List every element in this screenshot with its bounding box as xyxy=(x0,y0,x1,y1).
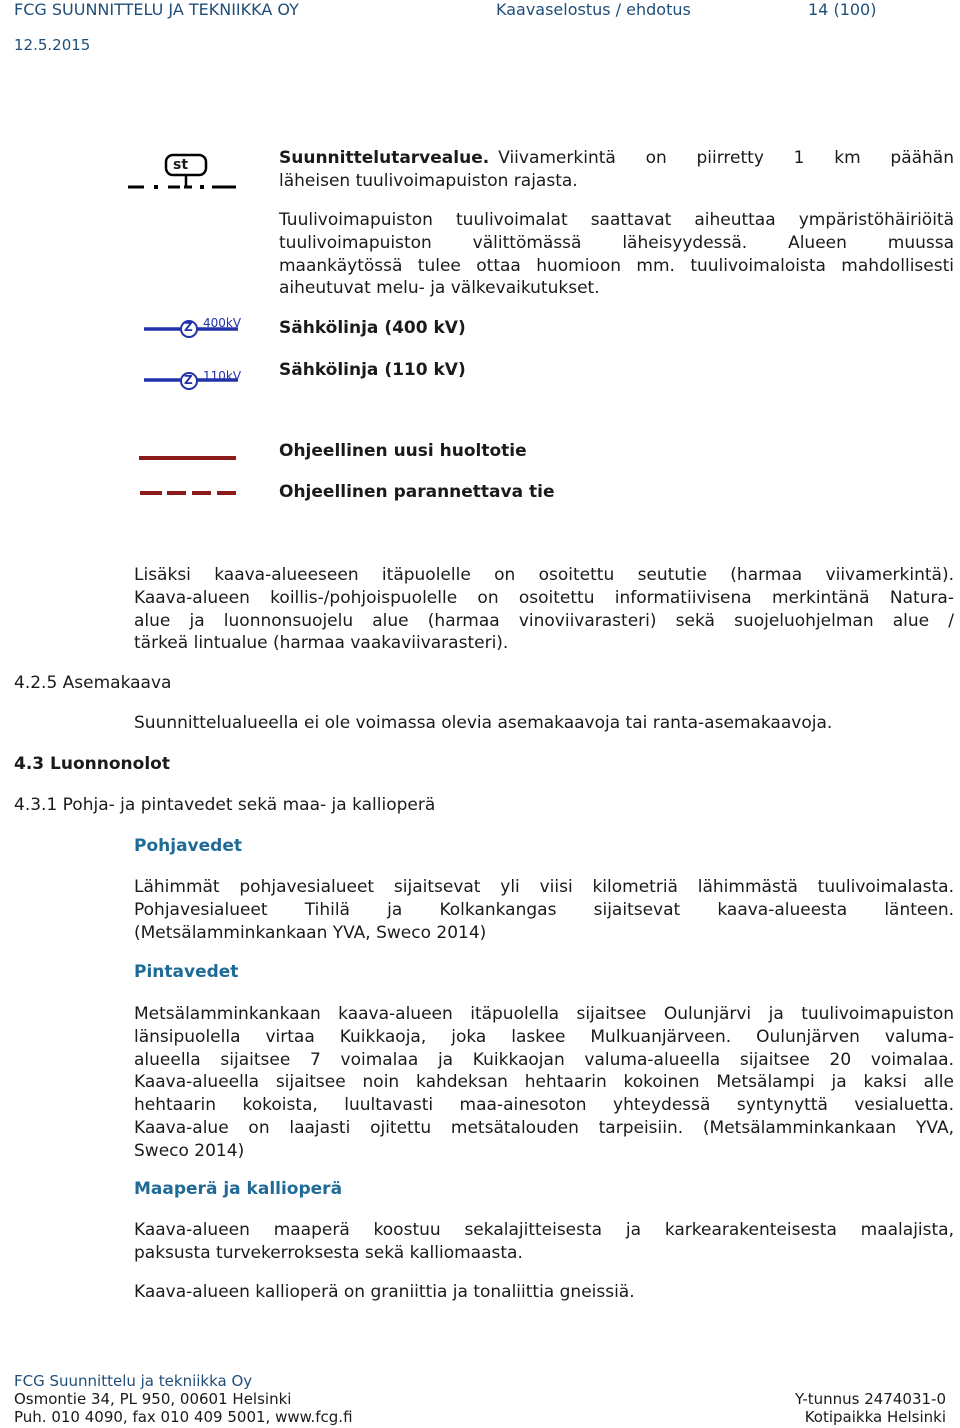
paragraph-line: Sweco 2014) xyxy=(134,1140,245,1161)
footer-business-id: Y-tunnus 2474031-0 xyxy=(794,1390,946,1408)
paragraph-line: Kaava-alueen koillis-/pohjoispuolelle on osoitettu informatiivisena merkintänä Natura- xyxy=(134,587,954,608)
footer-phone: Puh. 010 4090, fax 010 409 5001, www.fcg.fi xyxy=(14,1408,353,1426)
new-service-road-text: Ohjeellinen uusi huoltotie xyxy=(279,441,527,461)
header-company: FCG SUUNNITTELU JA TEKNIIKKA OY xyxy=(14,0,299,19)
maapera-paragraph xyxy=(134,1219,954,1265)
paragraph-line: Pohjavesialueet Tihilä ja Kolkankangas sijaitsevat kaava-alueesta länteen. xyxy=(134,899,954,920)
paragraph-line: hehtaarin kokoista, luultavasti maa-ainesoton yhteydessä syntynyttä vesialuetta. xyxy=(134,1095,954,1116)
boundary-note xyxy=(279,209,954,300)
pintavedet-heading: Pintavedet xyxy=(134,962,239,982)
intro-paragraph xyxy=(134,564,954,655)
maapera-heading: Maaperä ja kallioperä xyxy=(134,1179,343,1199)
power-line-400kv-icon-letter: Z xyxy=(184,320,193,334)
paragraph-line: Metsälamminkankaan kaava-alueen itäpuolella sijaitsee Oulunjärvi ja tuulivoimapuiston xyxy=(134,1004,954,1024)
header-doc-type: Kaavaselostus / ehdotus xyxy=(496,0,691,19)
footer-address: Osmontie 34, PL 950, 00601 Helsinki xyxy=(14,1390,292,1408)
boundary-note-line: maankäytössä tulee ottaa huomioon mm. tuulivoimaloista mahdollisesti xyxy=(279,255,954,276)
paragraph-line: länsipuolella virtaa Kuikkaoja, joka laskee Mulkuanjärveen. Oulunjärven valuma- xyxy=(134,1026,954,1047)
improved-road-icon xyxy=(136,487,240,499)
power-line-110kv-icon-label: 110kV xyxy=(203,369,242,383)
boundary-note-line: Tuulivoimapuiston tuulivoimalat saattavat aiheuttaa ympäristöhäiriöitä xyxy=(279,210,954,230)
paragraph-line: (Metsälamminkankaan YVA, Sweco 2014) xyxy=(134,922,487,943)
power-line-110kv-icon-letter: Z xyxy=(184,373,193,387)
paragraph-line: Kaava-alueen maaperä koostuu sekalajitteisesta ja karkearakenteisesta maalajista, xyxy=(134,1220,954,1240)
paragraph-line: alue ja luonnonsuojelu alue (harmaa vinoviivarasteri) sekä suojeluohjelman alue / xyxy=(134,610,954,631)
paragraph-line: Kaava-alue on laajasti ojitettu metsätalouden tarpeisiin. (Metsälamminkankaan YVA, xyxy=(134,1117,954,1138)
section-heading-luonnonolot: 4.3 Luonnonolot xyxy=(14,754,170,774)
pohjavedet-heading: Pohjavedet xyxy=(134,836,242,856)
power-line-400kv-text: Sähkölinja (400 kV) xyxy=(279,318,466,338)
paragraph-line: tärkeä lintualue (harmaa vaakaviivarasteri). xyxy=(134,633,509,654)
header-date: 12.5.2015 xyxy=(14,36,91,54)
kalliopera-text: Kaava-alueen kallioperä on graniittia ja tonaliittia gneissiä. xyxy=(134,1282,635,1302)
boundary-icon-label: st xyxy=(173,157,189,173)
paragraph-line: paksusta turvekerroksesta sekä kalliomaasta. xyxy=(134,1242,523,1263)
footer-domicile: Kotipaikka Helsinki xyxy=(804,1408,946,1426)
boundary-text-line2: läheisen tuulivoimapuiston rajasta. xyxy=(279,170,578,191)
boundary-text-line1: Viivamerkintä on piirretty 1 km päähän xyxy=(498,148,954,168)
improved-road-text: Ohjeellinen parannettava tie xyxy=(279,482,555,502)
power-line-400kv-icon-label: 400kV xyxy=(203,316,242,330)
power-line-110kv-text: Sähkölinja (110 kV) xyxy=(279,360,466,380)
subsection-heading-waters: 4.3.1 Pohja- ja pintavedet sekä maa- ja kallioperä xyxy=(14,795,436,815)
pintavedet-paragraph xyxy=(134,1003,954,1163)
paragraph-line: alueella sijaitsee 7 voimalaa ja Kuikkaojan valuma-alueella sijaitsee 20 voimalaa. xyxy=(134,1049,954,1070)
asemakaava-text: Suunnittelualueella ei ole voimassa olevia asemakaavoja tai ranta-asemakaavoja. xyxy=(134,713,833,733)
new-service-road-icon xyxy=(136,452,240,464)
boundary-note-line: tuulivoimapuiston välittömässä läheisyydessä. Alueen muussa xyxy=(279,232,954,253)
paragraph-line: Lisäksi kaava-alueeseen itäpuolelle on osoitettu seututie (harmaa viivamerkintä). xyxy=(134,565,954,585)
header-page-number: 14 (100) xyxy=(808,0,877,19)
paragraph-line: Lähimmät pohjavesialueet sijaitsevat yli viisi kilometriä lähimmästä tuulivoimalasta. xyxy=(134,877,954,897)
paragraph-line: Kaava-alueella sijaitsee noin kahdeksan hehtaarin kokoinen Metsälampi ja kaksi alle xyxy=(134,1072,954,1093)
pohjavedet-paragraph xyxy=(134,876,954,944)
boundary-description xyxy=(279,147,954,193)
boundary-note-line: aiheutuvat melu- ja välkevaikutukset. xyxy=(279,278,600,299)
section-heading-asemakaava: 4.2.5 Asemakaava xyxy=(14,673,172,693)
boundary-title: Suunnittelutarvealue. xyxy=(279,148,490,168)
footer-company: FCG Suunnittelu ja tekniikka Oy xyxy=(14,1372,253,1390)
